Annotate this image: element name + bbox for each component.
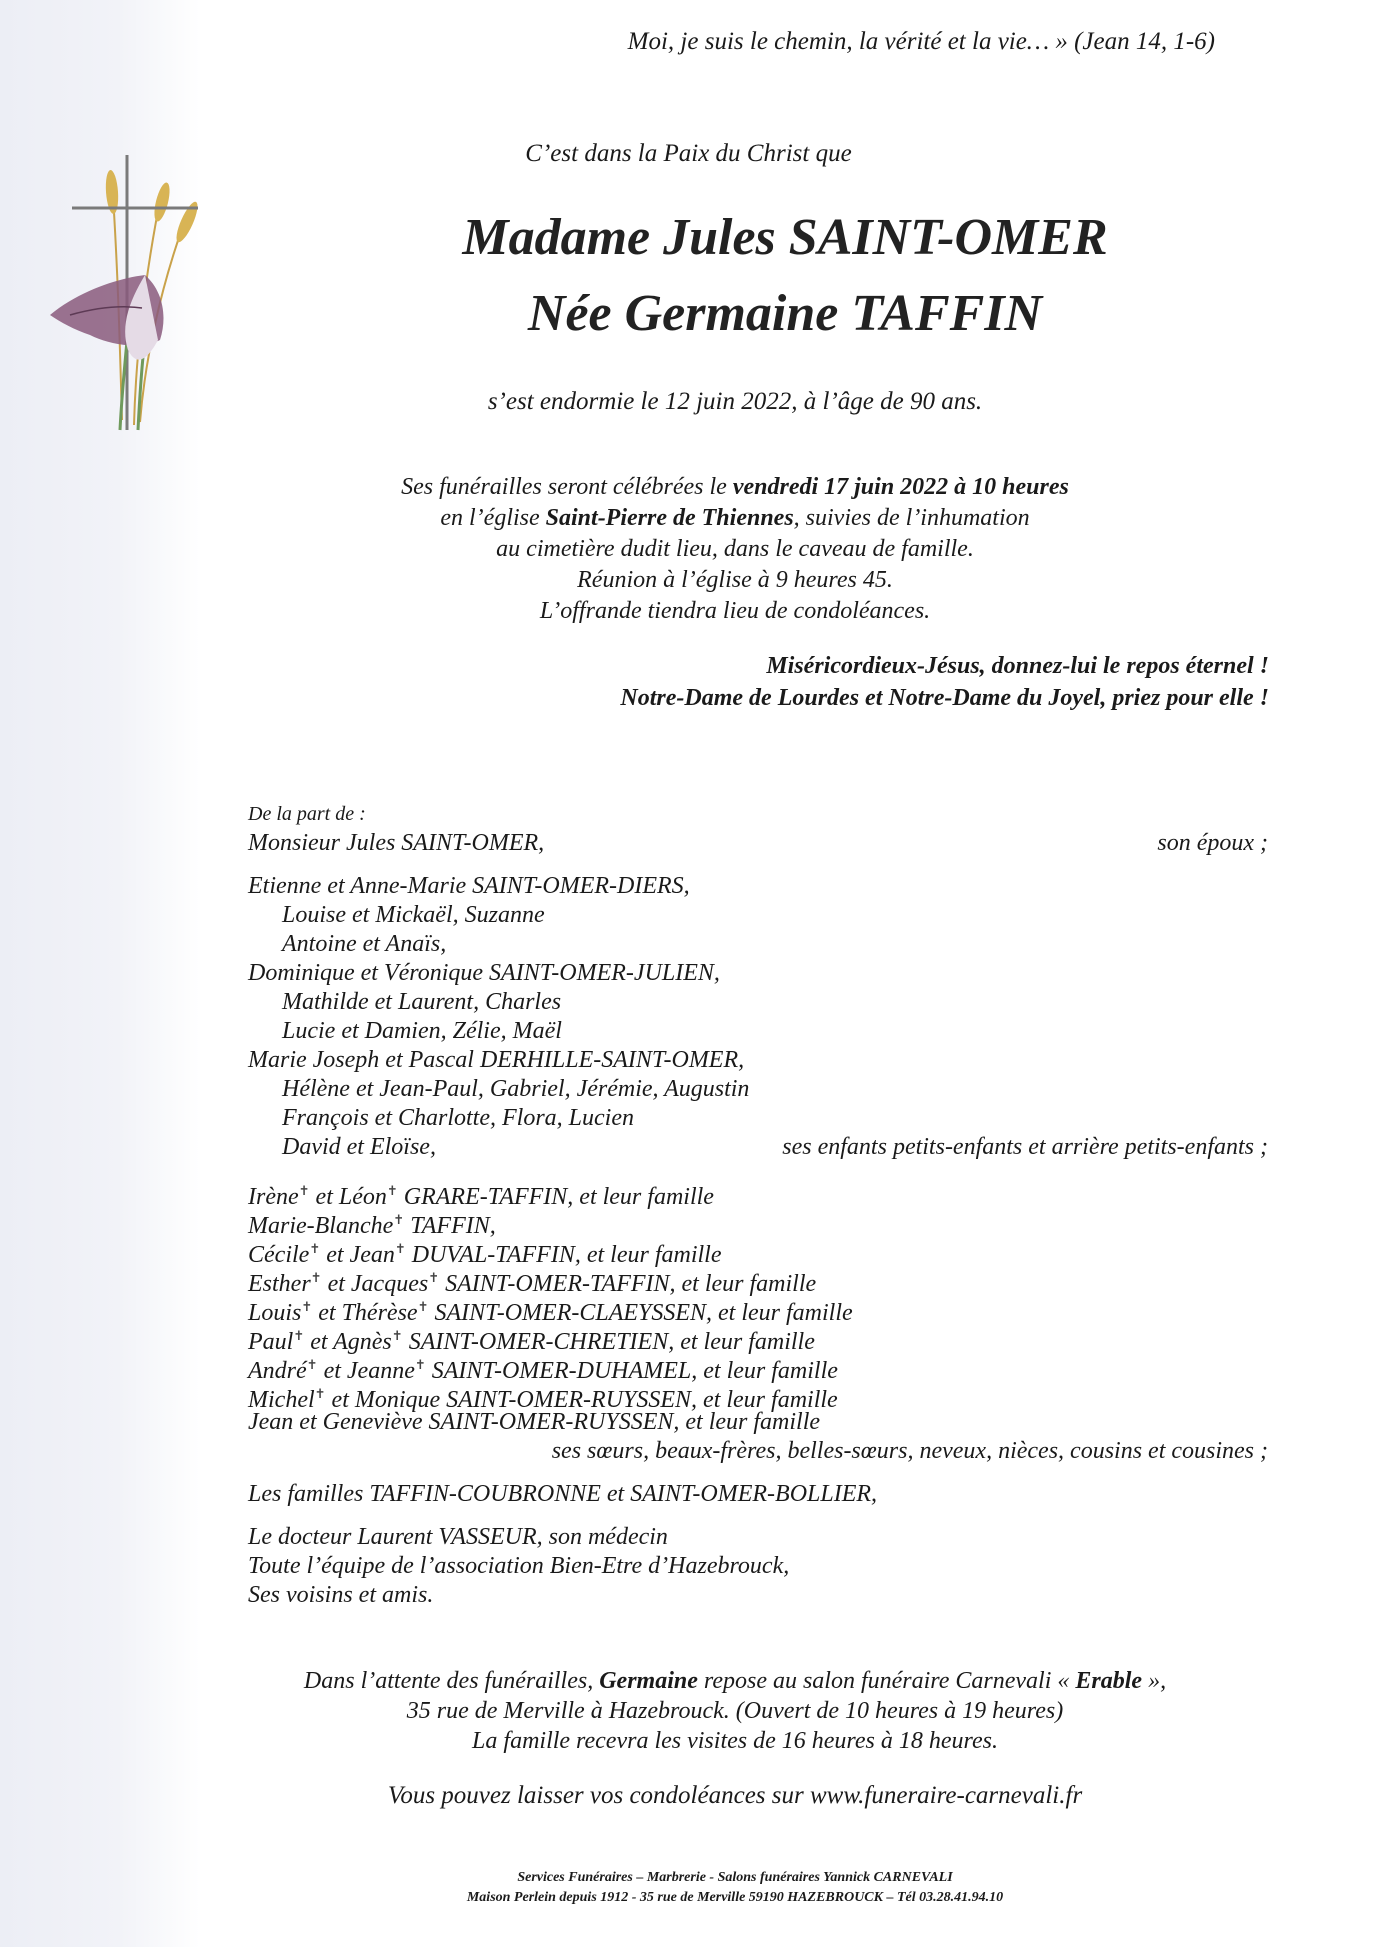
wake-line-2: 35 rue de Merville à Hazebrouck. (Ouvert de 10 heures à 19 heures) <box>406 1698 1064 1724</box>
deceased-name: Madame Jules SAINT-OMER <box>462 209 1108 266</box>
deceased-cross-icon: ✝ <box>298 1183 310 1198</box>
sibling-row: Esther✝ et Jacques✝ SAINT-OMER-TAFFIN, et leur famille <box>248 1270 817 1297</box>
death-notice: s’est endormie le 12 juin 2022, à l’âge de 90 ans. <box>487 388 983 415</box>
grandchild-row: Antoine et Anaïs, <box>282 931 447 957</box>
deceased-cross-icon: ✝ <box>314 1386 326 1401</box>
sibling-row: Jean et Geneviève SAINT-OMER-RUYSSEN, et leur famille <box>248 1409 821 1435</box>
grandchild-row: Mathilde et Laurent, Charles <box>282 989 562 1015</box>
sibling-row: Cécile✝ et Jean✝ DUVAL-TAFFIN, et leur famille <box>248 1241 722 1268</box>
condolences-link[interactable]: Vous pouvez laisser vos condoléances sur www.funeraire-carnevali.fr <box>387 1782 1083 1809</box>
grandchild-row: Louise et Mickaël, Suzanne <box>282 902 545 928</box>
deceased-cross-icon: ✝ <box>417 1299 429 1314</box>
other-row: Ses voisins et amis. <box>248 1582 434 1608</box>
deceased-cross-icon: ✝ <box>393 1212 405 1227</box>
prayer-line-2: Notre-Dame de Lourdes et Notre-Dame du Joyel, priez pour elle ! <box>620 685 1269 711</box>
footer-line-2: Maison Perlein depuis 1912 - 35 rue de Merville 59190 HAZEBROUCK – Tél 03.28.41.94.10 <box>466 1890 1004 1905</box>
spouse-name: Monsieur Jules SAINT-OMER, <box>248 830 545 856</box>
sibling-row: Irène✝ et Léon✝ GRARE-TAFFIN, et leur famille <box>248 1183 714 1210</box>
spouse-row <box>248 829 1268 858</box>
church-name: Saint-Pierre de Thiennes <box>545 505 794 531</box>
children-relation: ses enfants petits-enfants et arrière petits-enfants ; <box>782 1134 1268 1160</box>
footer-line-1: Services Funéraires – Marbrerie - Salons funéraires Yannick CARNEVALI <box>517 1870 953 1885</box>
sibling-row: Michel✝ et Monique SAINT-OMER-RUYSSEN, et leur famille <box>248 1386 838 1413</box>
funeral-line-3: au cimetière dudit lieu, dans le caveau de famille. <box>496 536 974 562</box>
funeral-date: vendredi 17 juin 2022 à 10 heures <box>732 474 1069 500</box>
wake-line-1: Dans l’attente des funérailles, Germaine repose au salon funéraire Carnevali « Erable », <box>303 1668 1167 1694</box>
deceased-cross-icon: ✝ <box>414 1357 426 1372</box>
siblings-relation: ses sœurs, beaux-frères, belles-sœurs, neveux, nièces, cousins et cousines ; <box>551 1438 1268 1464</box>
sibling-row: André✝ et Jeanne✝ SAINT-OMER-DUHAMEL, et leur famille <box>248 1357 838 1384</box>
family-list <box>248 800 1268 1610</box>
bible-quote: Moi, je suis le chemin, la vérité et la vie… » (Jean 14, 1-6) <box>627 28 1215 55</box>
prayer-line-1: Miséricordieux-Jésus, donnez-lui le repos éternel ! <box>766 653 1269 679</box>
family-header: De la part de : <box>248 803 366 825</box>
funeral-line-2: en l’église Saint-Pierre de Thiennes, suivies de l’inhumation <box>440 505 1030 531</box>
deceased-cross-icon: ✝ <box>391 1328 403 1343</box>
grandchild-row: Hélène et Jean-Paul, Gabriel, Jérémie, Augustin <box>282 1076 750 1102</box>
salon-name: Erable <box>1075 1668 1143 1694</box>
deceased-cross-icon: ✝ <box>306 1357 318 1372</box>
wake-details <box>0 1666 1377 1756</box>
deceased-cross-icon: ✝ <box>386 1183 398 1198</box>
grandchild-row: François et Charlotte, Flora, Lucien <box>282 1105 634 1131</box>
deceased-cross-icon: ✝ <box>309 1241 321 1256</box>
funeral-line-1: Ses funérailles seront célébrées le vendredi 17 juin 2022 à 10 heures <box>401 474 1069 500</box>
families-row: Les familles TAFFIN-COUBRONNE et SAINT-OMER-BOLLIER, <box>248 1481 878 1507</box>
funeral-line-5: L’offrande tiendra lieu de condoléances. <box>539 598 931 624</box>
spouse-relation: son époux ; <box>1157 830 1268 856</box>
child-row: Etienne et Anne-Marie SAINT-OMER-DIERS, <box>248 873 690 899</box>
funeral-line-4: Réunion à l’église à 9 heures 45. <box>577 567 893 593</box>
funeral-details <box>0 472 1377 627</box>
child-row: Marie Joseph et Pascal DERHILLE-SAINT-OMER, <box>248 1047 745 1073</box>
deceased-cross-icon: ✝ <box>428 1270 440 1285</box>
sibling-row: Louis✝ et Thérèse✝ SAINT-OMER-CLAEYSSEN, et leur famille <box>248 1299 853 1326</box>
intro-text: C’est dans la Paix du Christ que <box>525 140 852 167</box>
deceased-cross-icon: ✝ <box>301 1299 313 1314</box>
footer <box>0 1868 1377 1908</box>
sibling-row: Paul✝ et Agnès✝ SAINT-OMER-CHRETIEN, et leur famille <box>248 1328 815 1355</box>
grandchild-row: Lucie et Damien, Zélie, Maël <box>282 1018 562 1044</box>
other-row: Toute l’équipe de l’association Bien-Etre d’Hazebrouck, <box>248 1553 790 1579</box>
prayer-block <box>620 650 1269 714</box>
deceased-cross-icon: ✝ <box>310 1270 322 1285</box>
other-row: Le docteur Laurent VASSEUR, son médecin <box>248 1524 668 1550</box>
deceased-cross-icon: ✝ <box>394 1241 406 1256</box>
maiden-name: Née Germaine TAFFIN <box>527 285 1043 342</box>
deceased-cross-icon: ✝ <box>293 1328 305 1343</box>
sibling-row: Marie-Blanche✝ TAFFIN, <box>248 1212 496 1239</box>
grandchild-row: David et Eloïse, ses enfants petits-enfants et arrière petits-enfants ; <box>282 1134 1268 1160</box>
wake-line-3: La famille recevra les visites de 16 heures à 18 heures. <box>472 1728 998 1754</box>
child-row: Dominique et Véronique SAINT-OMER-JULIEN, <box>248 960 720 986</box>
first-name: Germaine <box>599 1668 698 1694</box>
